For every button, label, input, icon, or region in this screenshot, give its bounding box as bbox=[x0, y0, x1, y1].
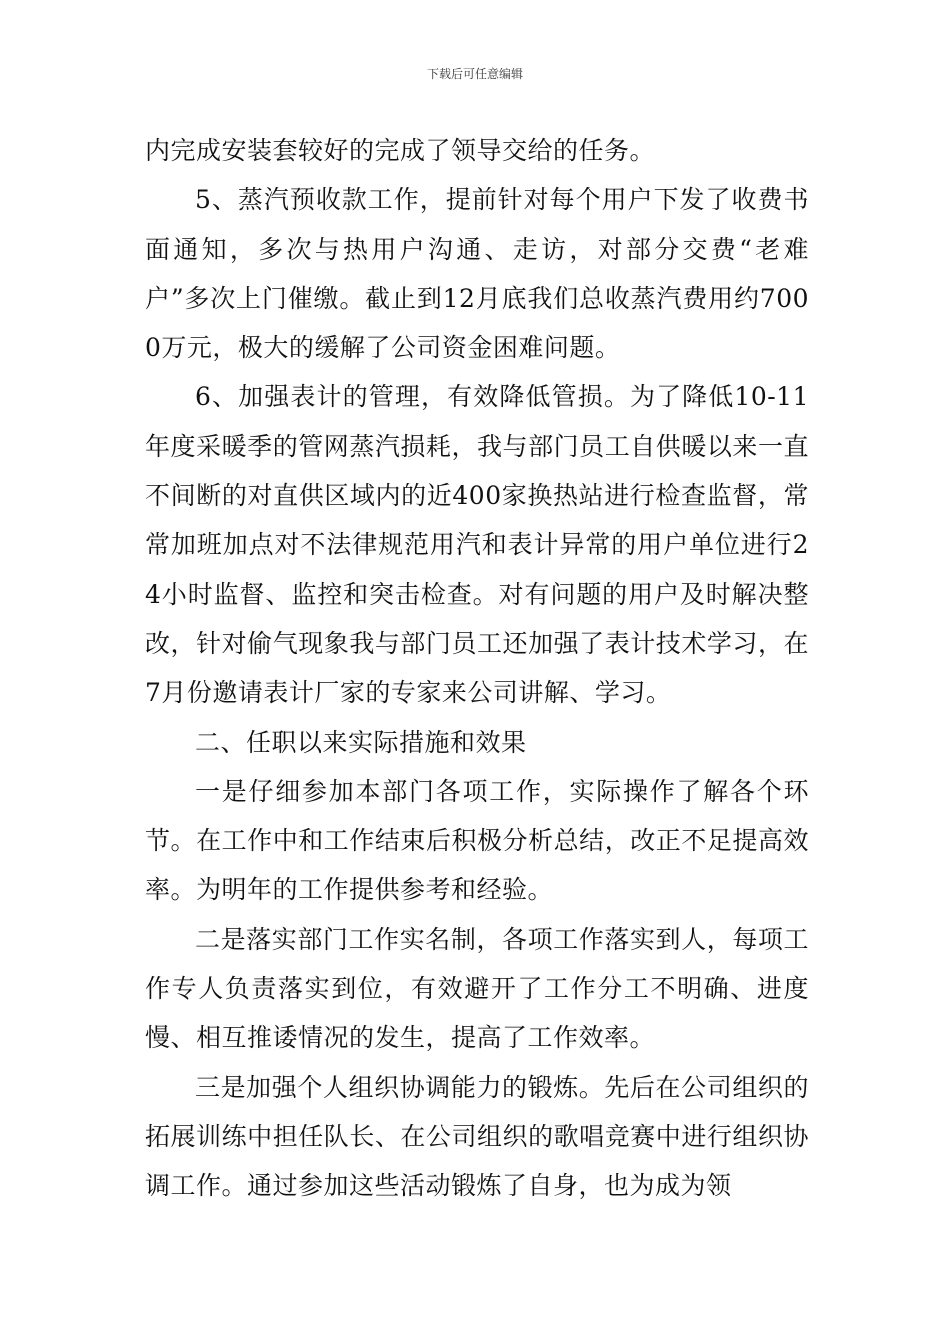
paragraph-continuation: 内完成安装套较好的完成了领导交给的任务。 bbox=[145, 136, 656, 165]
paragraph-steam-prepayment: 5、蒸汽预收款工作，提前针对每个用户下发了收费书面通知，多次与热用户沟通、走访，对部分交费“老难户”多次上门催缴。截止到12月底我们总收蒸汽费用约7000万元，极大的缓解了公司资金困难问题。 bbox=[145, 185, 809, 363]
paragraph-point-two: 二是落实部门工作实名制，各项工作落实到人，每项工作专人负责落实到位，有效避开了工作分工不明确、进度慢、相互推诿情况的发生，提高了工作效率。 bbox=[145, 924, 809, 1053]
document-body bbox=[145, 126, 809, 1211]
paragraph-point-one: 一是仔细参加本部门各项工作，实际操作了解各个环节。在工作中和工作结束后积极分析总结，改正不足提高效率。为明年的工作提供参考和经验。 bbox=[145, 776, 809, 905]
paragraph-point-three: 三是加强个人组织协调能力的锻炼。先后在公司组织的拓展训练中担任队长、在公司组织的歌唱竞赛中进行组织协调工作。通过参加这些活动锻炼了自身，也为成为领 bbox=[145, 1072, 809, 1201]
page-header: 下载后可任意编辑 bbox=[426, 67, 523, 81]
paragraph-meter-management: 6、加强表计的管理，有效降低管损。为了降低10-11年度采暖季的管网蒸汽损耗，我与部门员工自供暖以来一直不间断的对直供区域内的近400家换热站进行检查监督，常常加班加点对不法律规范用汽和表计异常的用户单位进行24小时监督、监控和突击检查。对有问题的用户及时解决整改，针对偷气现象我与部门员工还加强了表计技术学习，在7月份邀请表计厂家的专家来公司讲解、学习。 bbox=[145, 382, 809, 708]
section-heading: 二、任职以来实际措施和效果 bbox=[195, 727, 527, 757]
